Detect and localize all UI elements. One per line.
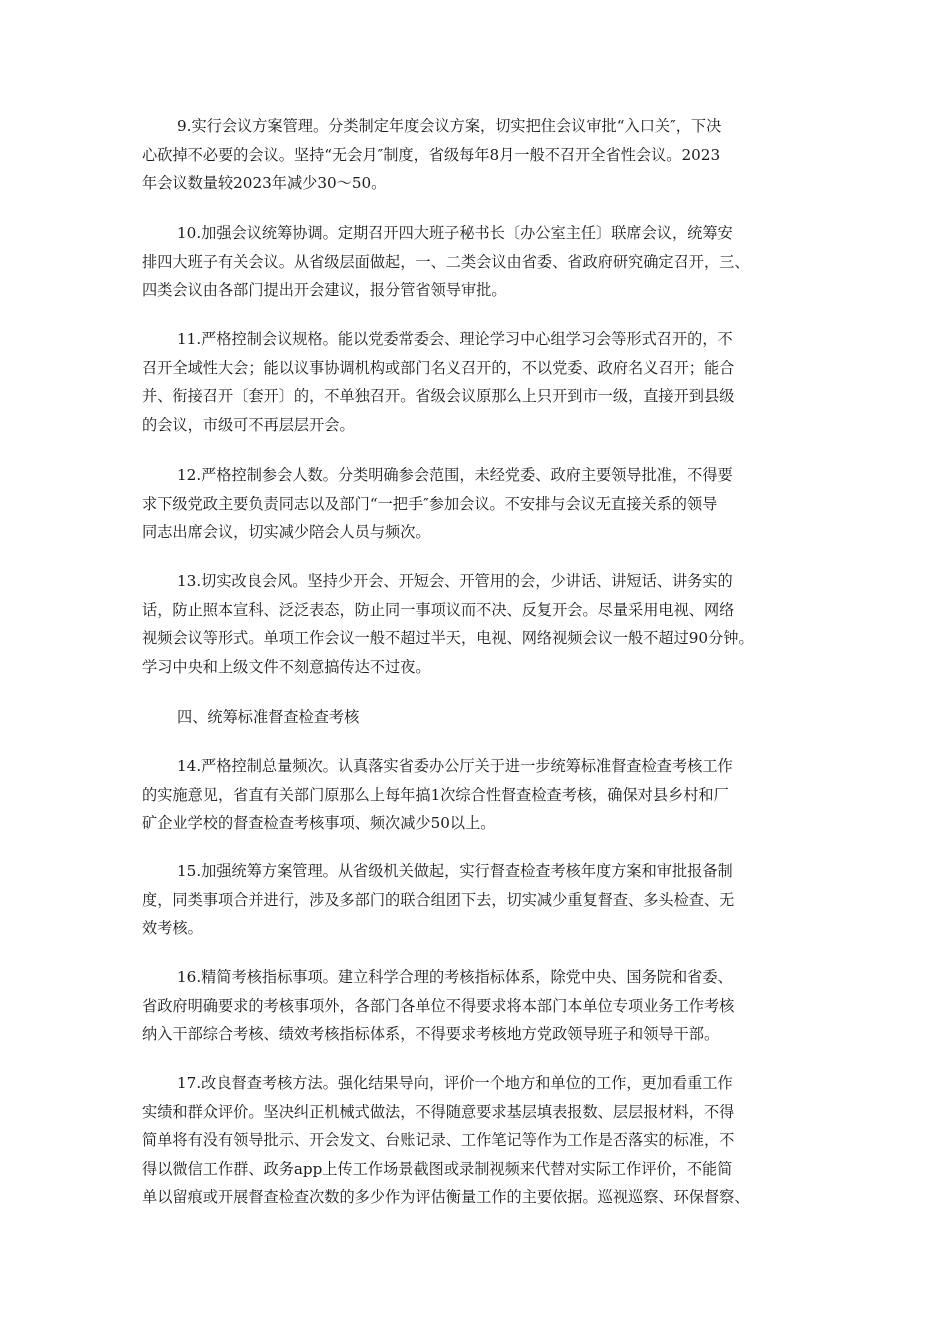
paragraph-15 — [142, 857, 824, 943]
paragraph-line: 度，同类事项合并进行，涉及多部门的联合组团下去，切实减少重复督查、多头检查、无 — [142, 890, 735, 909]
paragraph-12 — [142, 461, 824, 547]
paragraph-line: 13.切实改良会风。坚持少开会、开短会、开管用的会，少讲话、讲短话、讲务实的 — [177, 572, 733, 590]
paragraph-line: 同志出席会议，切实减少陪会人员与频次。 — [142, 523, 431, 541]
paragraph-line: 效考核。 — [142, 919, 203, 937]
paragraph-line: 省政府明确要求的考核事项外，各部门各单位不得要求将本部门本单位专项业务工作考核 — [142, 996, 735, 1015]
paragraph-line: 单以留痕或开展督查检查次数的多少作为评估衡量工作的主要依据。巡视巡察、环保督察、 — [142, 1188, 750, 1206]
paragraph-14 — [142, 752, 824, 838]
paragraph-line: 心砍掉不必要的会议。坚持“无会月″制度，省级每年8月一般不召开全省性会议。2023 — [142, 145, 721, 164]
paragraph-line: 的实施意见，省直有关部门原那么上每年搞1次综合性督查检查考核，确保对县乡村和厂 — [142, 785, 729, 804]
paragraph-line: 15.加强统筹方案管理。从省级机关做起，实行督查检查考核年度方案和审批报备制 — [177, 862, 733, 880]
paragraph-line: 12.严格控制参会人数。分类明确参会范围，未经党委、政府主要领导批准，不得要 — [177, 466, 733, 484]
section-heading-text: 四、统筹标准督查检查考核 — [177, 708, 360, 726]
paragraph-line: 17.改良督查考核方法。强化结果导向，评价一个地方和单位的工作，更加看重工作 — [177, 1074, 733, 1092]
paragraph-line: 年会议数量较2023年减少30～50。 — [142, 174, 387, 192]
paragraph-line: 10.加强会议统筹协调。定期召开四大班子秘书长〔办公室主任〕联席会议，统筹安 — [177, 224, 733, 242]
paragraph-line: 实绩和群众评价。坚决纠正机械式做法，不得随意要求基层填表报数、层层报材料，不得 — [142, 1102, 735, 1121]
paragraph-line: 的会议，市级可不再层层开会。 — [142, 415, 355, 434]
section-heading — [142, 703, 824, 732]
paragraph-line: 求下级党政主要负责同志以及部门“一把手″参加会议。不安排与会议无直接关系的领导 — [142, 494, 718, 513]
paragraph-line: 14.严格控制总量频次。认真落实省委办公厅关于进一步统筹标准督查检查考核工作 — [177, 757, 733, 775]
paragraph-line: 四类会议由各部门提出开会建议，报分管省领导审批。 — [142, 281, 507, 299]
paragraph-16 — [142, 963, 824, 1049]
paragraph-line: 11.严格控制会议规格。能以党委常委会、理论学习中心组学习会等形式召开的，不 — [177, 330, 733, 348]
paragraph-line: 并、衔接召开〔套开〕的，不单独召开。省级会议原那么上只开到市一级，直接开到县级 — [142, 387, 735, 405]
paragraph-line: 简单将有没有领导批示、开会发文、台账记录、工作笔记等作为工作是否落实的标准，不 — [142, 1131, 735, 1149]
paragraph-line: 16.精简考核指标事项。建立科学合理的考核指标体系，除党中央、国务院和省委、 — [177, 968, 733, 986]
paragraph-line: 视频会议等形式。单项工作会议一般不超过半天，电视、网络视频会议一般不超过90分钟。 — [142, 629, 754, 647]
paragraph-line: 召开全域性大会；能以议事协调机构或部门名义召开的，不以党委、政府名义召开；能合 — [142, 358, 735, 377]
paragraph-line: 9.实行会议方案管理。分类制定年度会议方案，切实把住会议审批“入口关″，下决 — [177, 117, 722, 135]
paragraph-line: 学习中央和上级文件不刻意搞传达不过夜。 — [142, 657, 431, 676]
paragraph-line: 纳入干部综合考核、绩效考核指标体系，不得要求考核地方党政领导班子和领导干部。 — [142, 1025, 720, 1043]
paragraph-9 — [142, 112, 824, 198]
paragraph-line: 排四大班子有关会议。从省级层面做起，一、二类会议由省委、省政府研究确定召开，三、 — [142, 252, 750, 271]
paragraph-line: 矿企业学校的督查检查考核事项、频次减少50以上。 — [142, 814, 496, 832]
paragraph-line: 得以微信工作群、政务app上传工作场景截图或录制视频来代替对实际工作评价，不能简 — [142, 1159, 733, 1178]
paragraph-17 — [142, 1069, 824, 1212]
paragraph-13 — [142, 567, 824, 681]
paragraph-line: 话，防止照本宣科、泛泛表态，防止同一事项议而不决、反复开会。尽量采用电视、网络 — [142, 600, 735, 619]
paragraph-10 — [142, 219, 824, 305]
paragraph-11 — [142, 325, 824, 439]
